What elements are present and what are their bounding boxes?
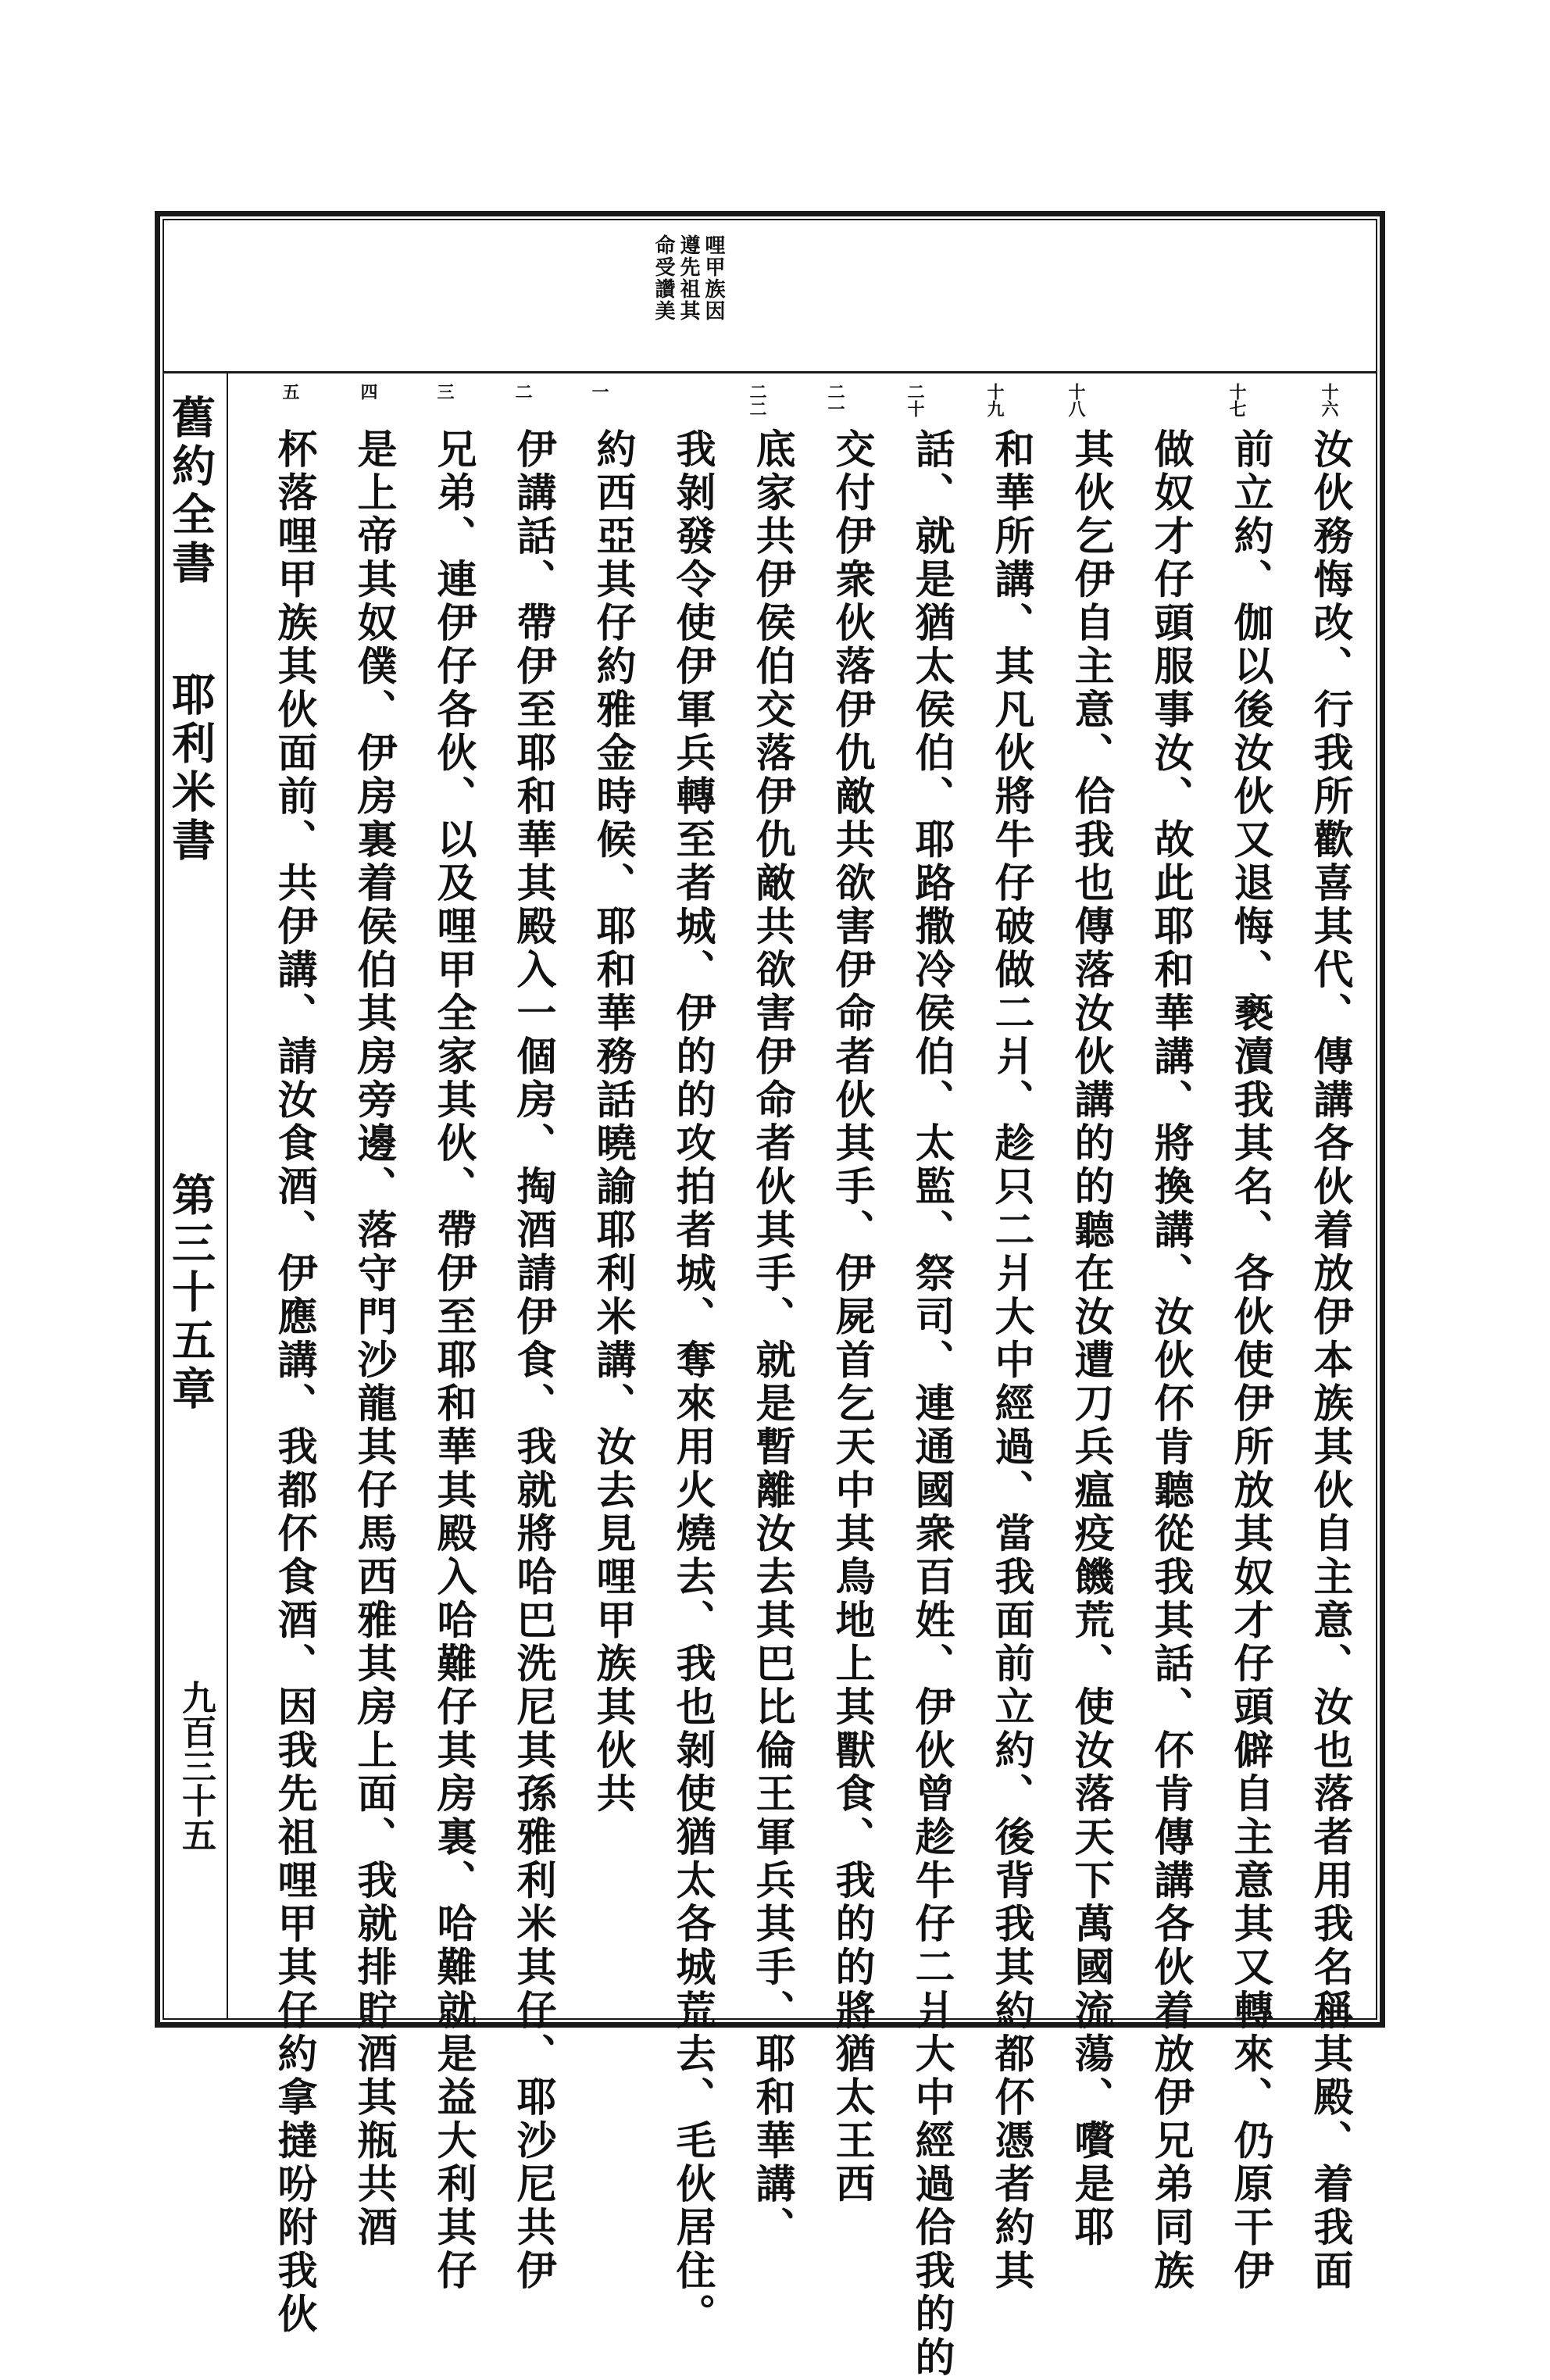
text-column: 杯落哩甲族其伙面前、共伊講、請汝食酒、伊應講、我都伓食酒、因我先祖哩甲其仔約拿撻吩附我伙: [270, 428, 317, 2336]
verse-number: 十六: [1319, 383, 1339, 417]
text-column: 底家共伊侯伯交落伊仇敵共欲害伊命者伙其手、就是暫離汝去其巴比倫王軍兵其手、耶和華講、: [748, 428, 795, 2250]
book-name: 耶利米書: [165, 672, 216, 866]
header-note-line: 遵先祖其: [677, 234, 700, 322]
verse-number: 二十: [905, 383, 925, 417]
text-column: 前立約、伽以後汝伙又退悔、褻瀆我其名、各伙使伊所放其奴才仔頭僻自主意其又轉來、仍原干伊: [1227, 428, 1273, 2293]
book-title: 舊約全書: [165, 395, 216, 588]
header-band: [162, 219, 1377, 373]
verse-number: 十八: [1066, 383, 1086, 417]
text-column: 和華所講、其凡伙將牛仔破做二爿、趁只二爿大中經過、當我面前立約、後背我其約都伓憑者約其: [988, 428, 1034, 2293]
text-column: 伊講話、帶伊至耶和華其殿入一個房、掏酒請伊食、我就將哈巴洗尼其孫雅利米其仔、耶沙尼共伊: [509, 428, 556, 2293]
text-column: 話、就是猶太侯伯、耶路撒冷侯伯、太監、祭司、連通國衆百姓、伊伙曾趁牛仔二爿大中經過佮我的的: [908, 428, 955, 2380]
verse-number: 十九: [984, 383, 1005, 417]
verse-number: 五: [280, 383, 300, 400]
verse-number: 二二: [747, 383, 767, 417]
text-column: 約西亞其仔約雅金時候、耶和華務話曉諭耶利米講、汝去見哩甲族其伙共: [589, 428, 636, 1816]
verse-number: 三: [434, 383, 455, 400]
header-note-line: 命受讚美: [652, 234, 675, 322]
text-column: 做奴才仔頭服事汝、故此耶和華講、將換講、汝伙伓肯聽從我其話、伓肯傳講各伙着放伊兄弟同族: [1147, 428, 1194, 2293]
text-column: 交付伊衆伙落伊仇敵共欲害伊命者伙其手、伊屍首乞天中其鳥地上其獸食、我的的將猶太王西: [828, 428, 875, 2207]
page-number: 九百三十五: [176, 1680, 216, 1852]
verse-number: 二一: [825, 383, 845, 417]
header-note-line: 哩甲族因: [702, 234, 725, 322]
text-column: 兄弟、連伊仔各伙、以及哩甲全家其伙、帶伊至耶和華其殿入哈難仔其房裏、哈難就是益大利其仔: [430, 428, 477, 2293]
verse-number: 一: [589, 383, 609, 400]
verse-number: 二: [512, 383, 533, 400]
text-column: 其伙乞伊自主意、佮我也傳落汝伙講的的聽在汝遭刀兵瘟疫饑荒、使汝落天下萬國流蕩、嚽是耶: [1067, 428, 1114, 2250]
verse-number: 四: [358, 383, 378, 400]
text-column: 汝伙務悔改、行我所歡喜其代、傳講各伙着放伊本族其伙自主意、汝也落者用我名稱其殿、着我面: [1306, 428, 1353, 2293]
text-column: 是上帝其奴僕、伊房裏着侯伯其房旁邊、落守門沙龍其仔馬西雅其房上面、我就排貯酒其瓶共酒: [350, 428, 397, 2250]
text-column: 我剝發令使伊軍兵轉至者城、伊的的攻拍者城、奪來用火燒去、我也剝使猶太各城荒去、毛伙居住。: [669, 428, 716, 2336]
chapter-label: 第三十五章: [165, 1172, 216, 1414]
verse-number: 十七: [1227, 383, 1247, 417]
margin-rule: [227, 373, 228, 2020]
